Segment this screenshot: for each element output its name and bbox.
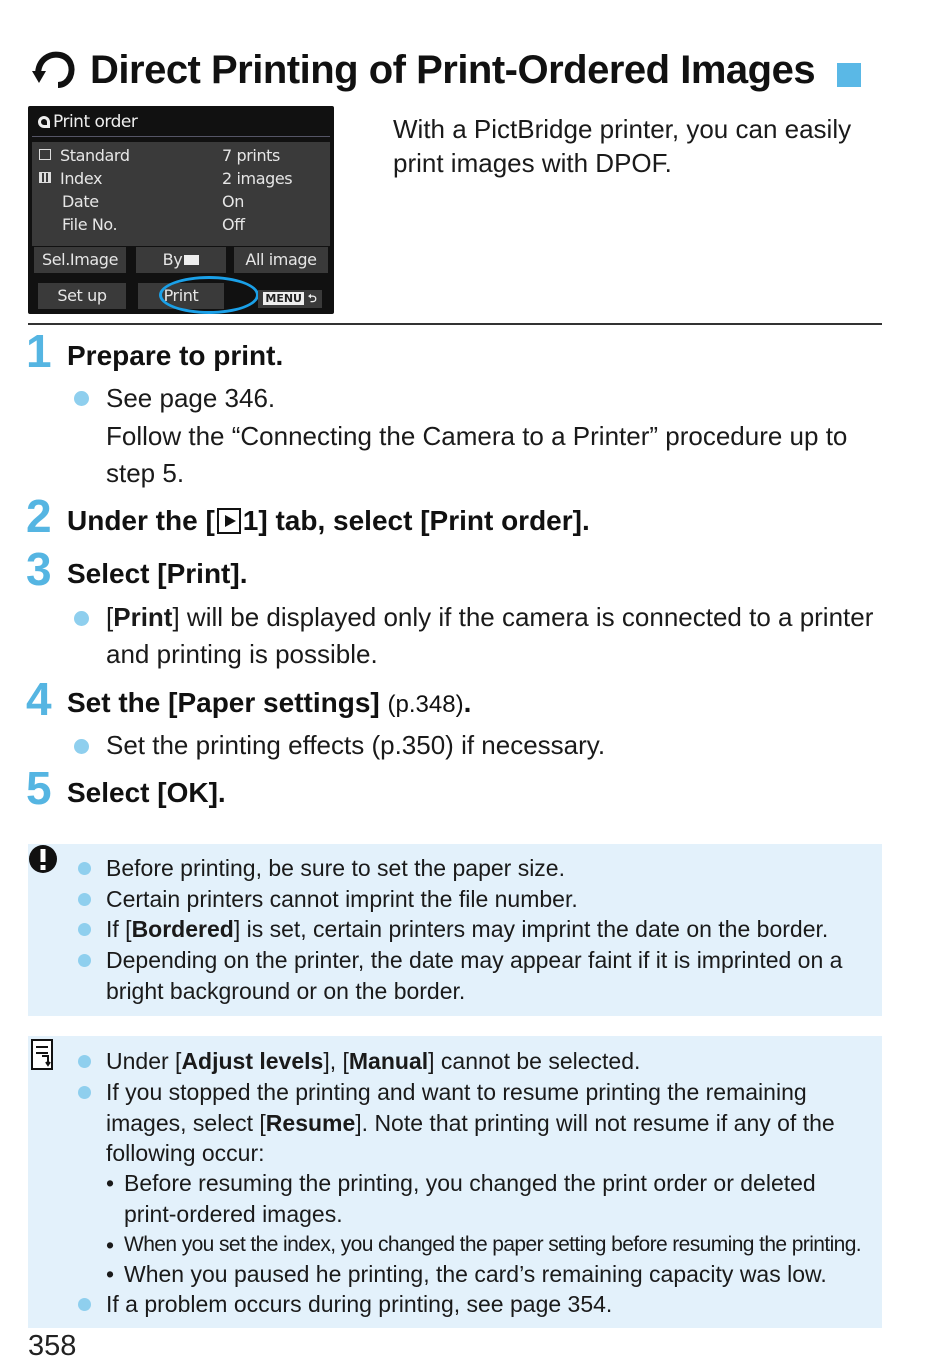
step-title: Select [Print].	[67, 558, 248, 589]
set-up-button[interactable]: Set up	[38, 283, 126, 309]
screen-header	[38, 112, 137, 132]
step-body: Follow the “Connecting the Camera to a Printer” procedure up to step 5.	[106, 421, 848, 488]
caution-item: Certain printers cannot imprint the file number.	[106, 886, 578, 912]
all-image-button[interactable]: All image	[234, 247, 328, 273]
sel-image-button[interactable]: Sel.Image	[34, 247, 126, 273]
bullet-icon	[78, 923, 91, 936]
step-number: 2	[26, 490, 52, 542]
body-text: If [	[106, 916, 132, 942]
note-subitem: Before resuming the printing, you changed the print order or deleted print-ordered images.	[124, 1170, 816, 1227]
bullet-icon	[74, 611, 89, 626]
memo-icon	[30, 1038, 56, 1072]
note-item: If a problem occurs during printing, see page 354.	[106, 1291, 613, 1317]
row-value: 7 prints	[222, 146, 280, 165]
body-text: ]. Note that printing will not resume if any of the following occur:	[106, 1109, 835, 1166]
bullet-icon	[78, 862, 91, 875]
print-order-icon	[30, 45, 80, 95]
return-arrow-icon: ⮌	[303, 292, 317, 305]
menu-label: MENU	[265, 292, 302, 305]
step-title-part: Under the [	[67, 505, 215, 536]
body-text: ] will be displayed only if the camera is connected to a printer and printing is possible.	[106, 602, 874, 669]
note-subitem: When you set the index, you changed the paper setting before resuming the printing.	[124, 1233, 862, 1256]
row-value: 2 images	[222, 169, 293, 188]
bold-term: Bordered	[131, 916, 234, 942]
bullet-icon	[74, 391, 89, 406]
index-grid-icon	[39, 172, 51, 183]
bullet-icon	[78, 1086, 91, 1099]
intro-text: With a PictBridge printer, you can easily print images with DPOF.	[393, 114, 852, 178]
caution-item	[106, 914, 876, 945]
bold-term: Print	[113, 602, 173, 632]
bold-term: Resume	[265, 1109, 356, 1136]
step-body: Set the printing effects (p.350) if necessary.	[106, 730, 606, 760]
step-title-part: 1] tab, select [Print order].	[242, 505, 590, 536]
bullet-icon	[78, 893, 91, 906]
bullet-icon	[78, 954, 91, 967]
step-number: 1	[26, 325, 52, 377]
caution-icon	[26, 844, 60, 876]
by-label: By	[162, 250, 183, 269]
bullet-icon	[78, 1055, 91, 1068]
row-file-no	[36, 213, 326, 236]
row-index	[36, 167, 326, 190]
page-title-text: Direct Printing of Print-Ordered Images	[90, 47, 816, 92]
row-label: File No.	[62, 215, 118, 234]
page-title	[30, 42, 861, 98]
print-highlight-ring	[159, 276, 259, 314]
step-title: Set the [Paper settings] (p.348).	[67, 687, 472, 718]
row-value: Off	[222, 215, 245, 234]
page-reference: (p.348)	[387, 691, 464, 718]
print-order-small-icon	[38, 116, 50, 128]
body-text: ] is set, certain printers may imprint the date on the border.	[233, 916, 829, 942]
playback-tab-icon	[217, 508, 241, 534]
step-number: 5	[26, 762, 52, 814]
step-number: 4	[26, 673, 52, 725]
checkbox-icon	[39, 149, 51, 160]
caution-item: Depending on the printer, the date may appear faint if it is imprinted on a bright background or on the border.	[106, 947, 843, 1004]
note-subitem: When you paused he printing, the card’s remaining capacity was low.	[124, 1261, 827, 1287]
sub-bullet: •	[106, 1261, 115, 1287]
step-title: Prepare to print.	[67, 340, 284, 371]
bold-term: Manual	[348, 1048, 429, 1074]
note-item	[106, 1046, 876, 1077]
bullet-icon	[74, 739, 89, 754]
step-body: See page 346.	[106, 383, 276, 413]
row-date	[36, 190, 326, 213]
by-folder-button[interactable]	[136, 247, 226, 273]
folder-icon	[184, 255, 199, 265]
caution-item: Before printing, be sure to set the paper size.	[106, 855, 565, 881]
body-text: Under [	[106, 1048, 182, 1074]
step-title: Select [OK].	[67, 777, 226, 808]
menu-back-button[interactable]	[258, 290, 322, 308]
print-button[interactable]: Print	[138, 283, 224, 309]
screen-header-label: Print order	[53, 112, 138, 132]
sub-bullet: •	[106, 1170, 115, 1196]
body-text: If you stopped the printing and want to resume printing the remaining images, select [	[106, 1079, 807, 1136]
bullet-icon	[78, 1298, 91, 1311]
body-text: ] cannot be selected.	[428, 1048, 641, 1074]
note-item	[106, 1077, 876, 1169]
step-number: 3	[26, 543, 52, 595]
sub-bullet: •	[106, 1232, 115, 1258]
row-value: On	[222, 192, 244, 211]
camera-screen	[28, 106, 334, 314]
row-label: Standard	[60, 146, 130, 165]
row-label: Index	[60, 169, 103, 188]
body-text: ], [	[323, 1048, 349, 1074]
row-standard	[36, 144, 326, 167]
section-marker	[837, 63, 861, 87]
page-number: 358	[28, 1330, 77, 1362]
row-label: Date	[62, 192, 99, 211]
header-divider	[32, 136, 330, 137]
section-divider	[28, 323, 882, 325]
step-body: [Print] will be displayed only if the camera is connected to a printer and printing is possible.	[106, 602, 874, 669]
step-title	[67, 503, 590, 539]
step-title-part: Set the [Paper settings]	[67, 687, 380, 718]
bold-term: Adjust levels	[181, 1048, 324, 1074]
